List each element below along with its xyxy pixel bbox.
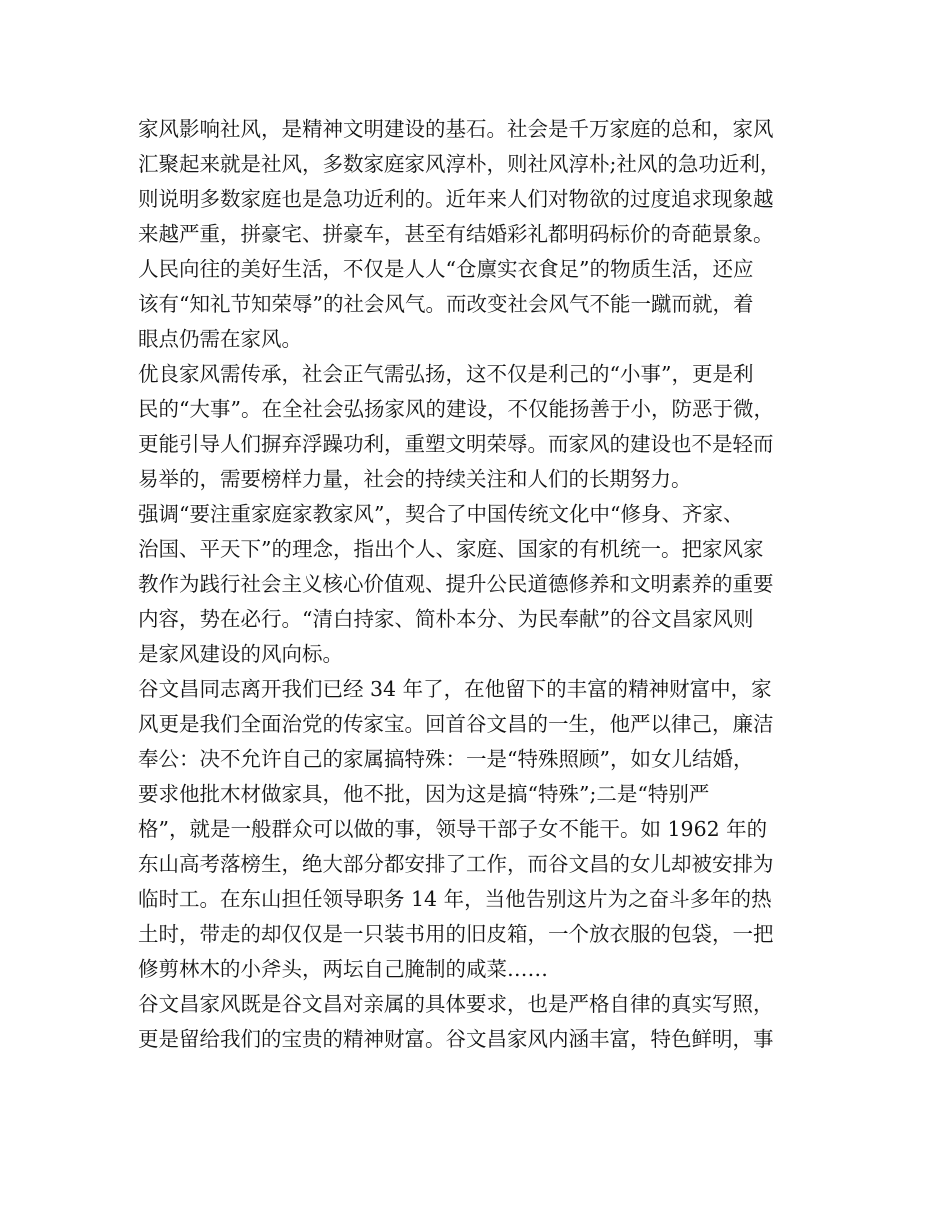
text-line: 修剪林木的小斧头，两坛自己腌制的咸菜…… [138,957,548,981]
text-line: 是家风建设的风向标。 [138,642,343,666]
text-line: 谷文昌同志离开我们已经 34 年了，在他留下的丰富的精神财富中，家 [138,677,772,701]
text-line: 更能引导人们摒弃浮躁功利，重塑文明荣辱。而家风的建设也不是轻而 [138,432,774,456]
text-line: 临时工。在东山担任领导职务 14 年，当他告别这片为之奋斗多年的热 [138,887,772,911]
text-line: 谷文昌家风既是谷文昌对亲属的具体要求，也是严格自律的真实写照， [138,992,774,1016]
text-line: 治国、平天下”的理念，指出个人、家庭、国家的有机统一。把家风家 [138,537,764,561]
text-line: 强调“要注重家庭家教家风”，契合了中国传统文化中“修身、齐家、 [138,502,744,526]
text-line: 来越严重，拼豪宅、拼豪车，甚至有结婚彩礼都明码标价的奇葩景象。 [138,222,774,246]
text-line: 人民向往的美好生活，不仅是人人“仓廪实衣食足”的物质生活，还应 [138,257,754,281]
text-line: 土时，带走的却仅仅是一只装书用的旧皮箱，一个放衣服的包袋，一把 [138,922,774,946]
text-line: 则说明多数家庭也是急功近利的。近年来人们对物欲的过度追求现象越 [138,187,774,211]
text-line: 易举的，需要榜样力量，社会的持续关注和人们的长期努力。 [138,467,692,491]
text-line: 眼点仍需在家风。 [138,327,302,351]
text-line: 优良家风需传承，社会正气需弘扬，这不仅是利己的“小事”，更是利 [138,362,754,386]
text-line: 该有“知礼节知荣辱”的社会风气。而改变社会风气不能一蹴而就，着 [138,292,754,316]
body-text [138,112,818,1057]
text-line: 汇聚起来就是社风，多数家庭家风淳朴，则社风淳朴;社风的急功近利， [138,152,781,176]
text-line: 要求他批木材做家具，他不批，因为这是搞“特殊”;二是“特别严 [138,782,710,806]
text-line: 家风影响社风，是精神文明建设的基石。社会是千万家庭的总和，家风 [138,117,774,141]
text-line: 风更是我们全面治党的传家宝。回首谷文昌的一生，他严以律己，廉洁 [138,712,774,736]
text-line: 东山高考落榜生，绝大部分都安排了工作，而谷文昌的女儿却被安排为 [138,852,774,876]
text-line: 奉公：决不允许自己的家属搞特殊：一是“特殊照顾”，如女儿结婚， [138,747,754,771]
text-line: 教作为践行社会主义核心价值观、提升公民道德修养和文明素养的重要 [138,572,774,596]
text-line: 格”，就是一般群众可以做的事，领导干部子女不能干。如 1962 年的 [138,817,768,841]
text-line: 民的“大事”。在全社会弘扬家风的建设，不仅能扬善于小，防恶于微， [138,397,774,421]
text-line: 内容，势在必行。“清白持家、简朴本分、为民奉献”的谷文昌家风则 [138,607,754,631]
text-line: 更是留给我们的宝贵的精神财富。谷文昌家风内涵丰富，特色鲜明，事 [138,1027,774,1051]
